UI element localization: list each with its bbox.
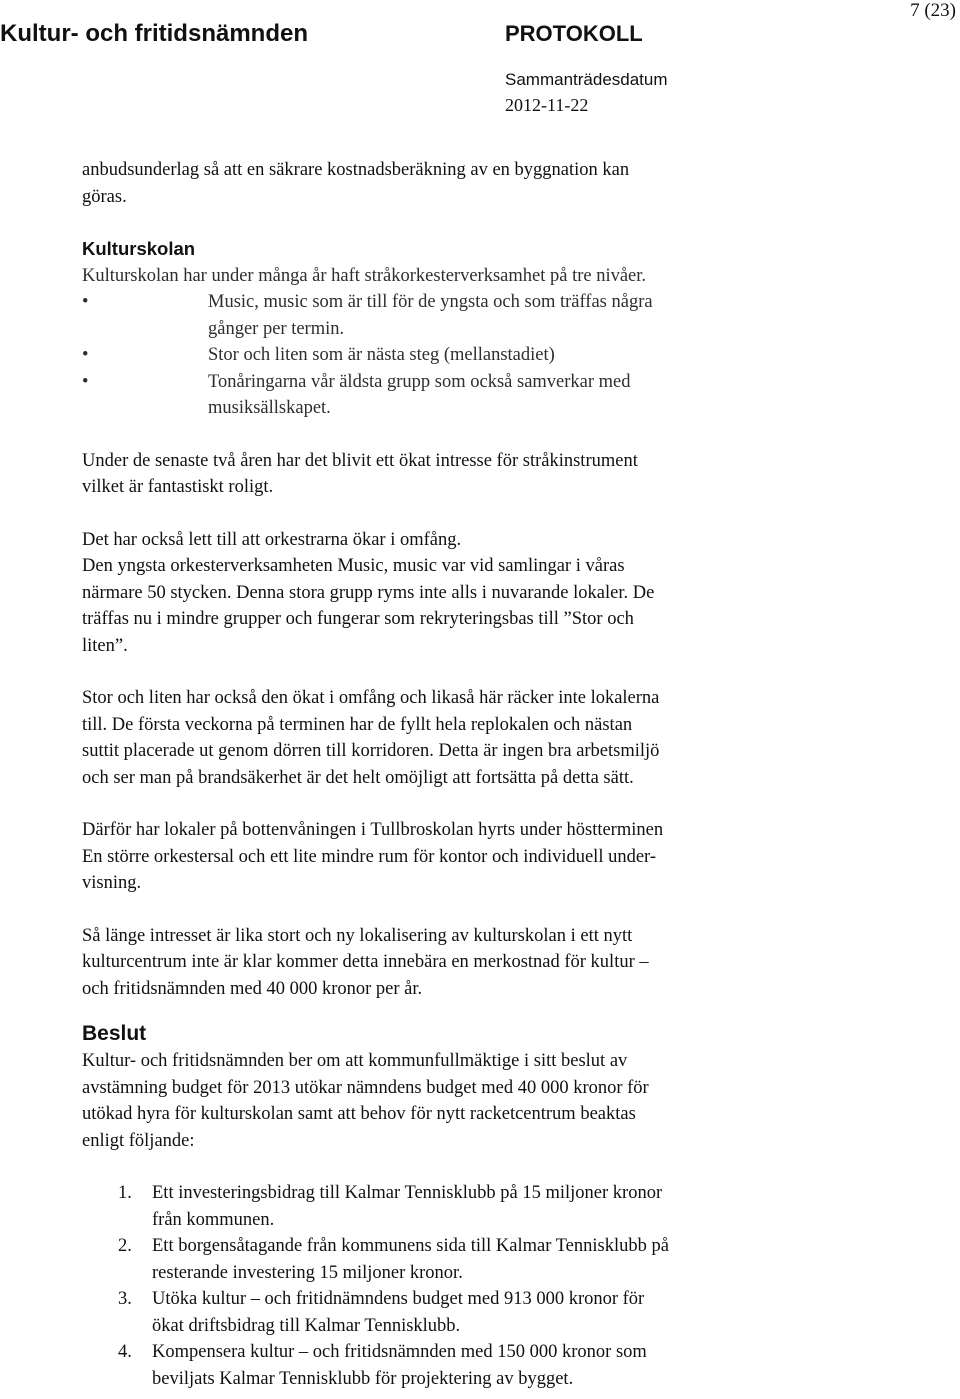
level-list-line: Stor och liten som är nästa steg (mellanstadiet): [208, 345, 555, 365]
intro-line: anbudsunderlag så att en säkrare kostnadsberäkning av en byggnation kan: [82, 160, 630, 180]
paragraph-line: En större orkestersal och ett lite mindre rum för kontor och individuell under-: [82, 846, 656, 867]
decision-number: 2.: [118, 1236, 132, 1256]
intro-line: göras.: [82, 186, 127, 207]
level-list-item: [82, 342, 782, 369]
level-list-line: musiksällskapet.: [208, 398, 331, 418]
committee-name: Kultur- och fritidsnämnden: [0, 20, 308, 47]
level-list-line: Tonåringarna vår äldsta grupp som också samverkar med: [208, 371, 631, 392]
level-list-line: Music, music som är till för de yngsta och som träffas några: [208, 292, 653, 312]
paragraph-line: närmare 50 stycken. Denna stora grupp ryms inte alls i nuvarande lokaler. De: [82, 582, 655, 603]
paragraph-line: Så länge intresset är lika stort och ny lokalisering av kulturskolan i ett nytt: [82, 925, 633, 946]
paragraph-line: träffas nu i mindre grupper och fungerar som rekryteringsbas till ”Stor och: [82, 609, 634, 629]
meeting-date: 2012-11-22: [505, 95, 589, 115]
decision-item: [82, 1286, 782, 1339]
paragraph-line: visning.: [82, 873, 142, 893]
decision-item: [82, 1180, 782, 1233]
paragraph-line: Det har också lett till att orkestrarna ökar i omfång.: [82, 529, 462, 550]
beslut-intro: [82, 1048, 782, 1154]
premises-paragraph: [82, 685, 782, 791]
decision-number: 1.: [118, 1183, 132, 1203]
kulturskolan-heading: Kulturskolan: [82, 238, 196, 259]
level-list-item: [82, 369, 782, 422]
rental-paragraph: [82, 817, 782, 897]
decision-line: beviljats Kalmar Tennisklubb för projektering av bygget.: [152, 1368, 574, 1389]
paragraph-line: kulturcentrum inte är klar kommer detta innebära en merkostnad för kultur –: [82, 952, 649, 972]
decision-line: Ett investeringsbidrag till Kalmar Tennisklubb på 15 miljoner kronor: [152, 1183, 663, 1203]
paragraph-line: liten”.: [82, 635, 128, 656]
paragraph-line: avstämning budget för 2013 utökar nämndens budget med 40 000 kronor för: [82, 1077, 649, 1098]
kulturskolan-section: [82, 236, 782, 1002]
level-list: [82, 289, 782, 422]
paragraph-line: och ser man på brandsäkerhet är det helt omöjligt att fortsätta på detta sätt.: [82, 767, 634, 788]
beslut-heading: Beslut: [82, 1022, 147, 1045]
paragraph-line: Under de senaste två åren har det blivit ett ökat intresse för stråkinstrument: [82, 450, 638, 471]
growth-paragraph: [82, 527, 782, 660]
paragraph-line: utökad hyra för kulturskolan samt att behov för nytt racketcentrum beaktas: [82, 1104, 636, 1124]
decision-number: 3.: [118, 1289, 132, 1309]
paragraph-line: enligt följande:: [82, 1130, 195, 1151]
decision-list: [82, 1180, 782, 1392]
bullet-icon: •: [82, 292, 89, 312]
paragraph-line: vilket är fantastiskt roligt.: [82, 477, 274, 497]
cost-paragraph: [82, 923, 782, 1003]
decision-line: resterande investering 15 miljoner kronor.: [152, 1262, 463, 1283]
paragraph-line: och fritidsnämnden med 40 000 kronor per år.: [82, 978, 423, 999]
paragraph-line: Därför har lokaler på bottenvåningen i Tullbroskolan hyrts under höstterminen: [82, 820, 664, 840]
decision-line: från kommunen.: [152, 1209, 275, 1230]
paragraph-line: Den yngsta orkesterverksamheten Music, music var vid samlingar i våras: [82, 556, 625, 576]
document-body: [82, 157, 782, 1392]
interest-paragraph: [82, 448, 782, 501]
level-list-item: [82, 289, 782, 342]
decision-line: ökat driftsbidrag till Kalmar Tennisklubb.: [152, 1315, 461, 1336]
beslut-section: [82, 1020, 782, 1392]
decision-item: [82, 1233, 782, 1286]
bullet-icon: •: [82, 371, 89, 392]
paragraph-line: suttit placerade ut genom dörren till korridoren. Detta är ingen bra arbetsmiljö: [82, 741, 660, 761]
decision-item: [82, 1339, 782, 1392]
meeting-date-label: Sammanträdesdatum: [505, 70, 668, 89]
paragraph-line: Kultur- och fritidsnämnden ber om att kommunfullmäktige i sitt beslut av: [82, 1051, 628, 1071]
decision-line: Kompensera kultur – och fritidsnämnden med 150 000 kronor som: [152, 1342, 647, 1362]
decision-line: Utöka kultur – och fritidnämndens budget med 913 000 kronor för: [152, 1289, 645, 1309]
paragraph-line: Stor och liten har också den ökat i omfång och likaså här räcker inte lokalerna: [82, 688, 660, 708]
level-list-line: gånger per termin.: [208, 318, 345, 339]
kulturskolan-intro: Kulturskolan har under många år haft stråkorkesterverksamhet på tre nivåer.: [82, 265, 647, 286]
document-type: PROTOKOLL: [505, 21, 643, 46]
decision-number: 4.: [118, 1342, 132, 1362]
bullet-icon: •: [82, 345, 89, 365]
decision-line: Ett borgensåtagande från kommunens sida till Kalmar Tennisklubb på: [152, 1236, 669, 1256]
paragraph-line: till. De första veckorna på terminen har de fyllt hela replokalen och nästan: [82, 714, 633, 735]
page-number: 7 (23): [910, 0, 956, 21]
intro-paragraph: [82, 157, 782, 210]
